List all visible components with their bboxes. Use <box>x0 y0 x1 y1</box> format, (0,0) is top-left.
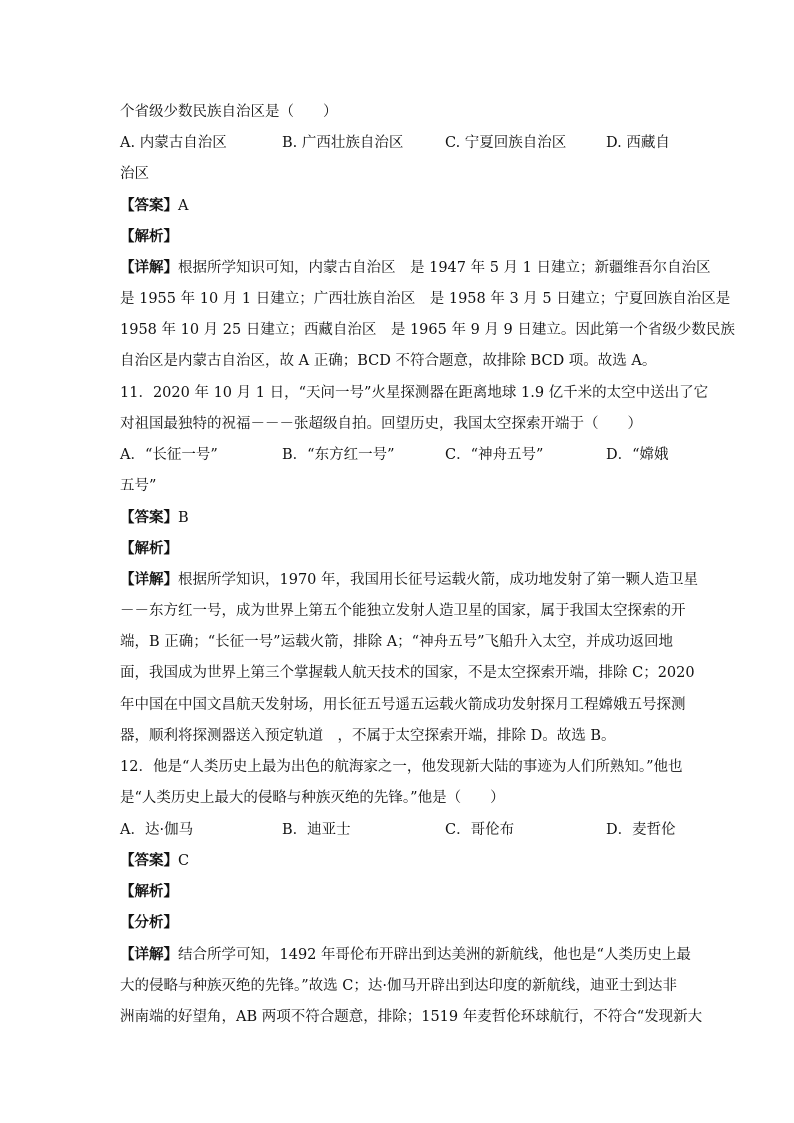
q10-option-a: A. 内蒙古自治区 <box>120 135 227 151</box>
detail-tag: 【详解】 <box>120 946 178 963</box>
q11-detail-line-6: 器，顺利将探测器送入预定轨道 ，不属于太空探索开端，排除 D。故选 B。 <box>120 728 616 744</box>
q10-detail-line-3: 1958 年 10 月 25 日建立；西藏自治区 是 1965 年 9 月 9 日建立。因此第一个省级少数民族 <box>120 322 735 338</box>
answer-tag: 【答案】 <box>120 509 178 526</box>
answer-tag: 【答案】 <box>120 852 178 869</box>
answer-value: C <box>178 853 190 869</box>
q11-analysis-tag: 【解析】 <box>120 540 178 557</box>
q11-stem-line-1: 11．2020 年 10 月 1 日，“天问一号”火星探测器在距离地球 1.9 亿千米的太空中送出了它 <box>120 385 709 401</box>
q12-fenxi-tag: 【分析】 <box>120 914 178 931</box>
detail-text: 结合所学可知，1492 年哥伦布开辟出到达美洲的新航线，他也是“人类历史上最 <box>178 947 691 963</box>
q11-detail-line-4: 面，我国成为世界上第三个掌握载人航天技术的国家，不是太空探索开端，排除 C；2020 <box>120 665 695 681</box>
q11-detail-line-2: －－东方红一号，成为世界上第五个能独立发射人造卫星的国家，属于我国太空探索的开 <box>120 603 686 619</box>
q12-stem-line-1: 12．他是“人类历史上最为出色的航海家之一，他发现新大陆的事迹为人们所熟知。”他也 <box>120 759 683 775</box>
q11-detail-line-3: 端，B 正确；“长征一号”运载火箭，排除 A；“神舟五号”飞船升入太空，并成功返回地 <box>120 634 673 650</box>
q11-detail-line-1 <box>120 570 698 590</box>
q10-option-d: D. 西藏自 <box>606 135 670 151</box>
q11-stem-line-2: 对祖国最独特的祝福－－－张超级自拍。回望历史，我国太空探索开端于（ ） <box>120 416 642 432</box>
q10-analysis-tag: 【解析】 <box>120 228 178 245</box>
q10-detail-line-1 <box>120 258 711 278</box>
q12-stem-line-2: 是“人类历史上最大的侵略与种族灭绝的先锋。”他是（ ） <box>120 790 505 806</box>
q11-answer <box>120 508 189 528</box>
q12-analysis-tag: 【解析】 <box>120 883 178 900</box>
q12-detail-line-2: 大的侵略与种族灭绝的先锋。”故选 C；达·伽马开辟出到达印度的新航线，迪亚士到达非 <box>120 978 677 994</box>
detail-tag: 【详解】 <box>120 259 178 276</box>
q10-answer <box>120 196 188 216</box>
q11-option-c: C．“神舟五号” <box>445 447 544 463</box>
answer-value: B <box>178 510 189 526</box>
answer-tag: 【答案】 <box>120 197 178 214</box>
q12-detail-line-1 <box>120 945 691 965</box>
q11-option-d: D．“嫦娥 <box>606 447 669 463</box>
q12-detail-line-3: 洲南端的好望角，AB 两项不符合题意，排除；1519 年麦哲伦环球航行，不符合“发现新大 <box>120 1009 703 1025</box>
q12-option-a: A．达·伽马 <box>120 822 194 838</box>
q10-option-b: B. 广西壮族自治区 <box>282 135 404 151</box>
q11-option-b: B．“东方红一号” <box>282 447 395 463</box>
q10-detail-line-2: 是 1955 年 10 月 1 日建立；广西壮族自治区 是 1958 年 3 月 5 日建立；宁夏回族自治区是 <box>120 291 731 307</box>
q10-option-c: C. 宁夏回族自治区 <box>445 135 567 151</box>
detail-text: 根据所学知识可知，内蒙古自治区 是 1947 年 5 月 1 日建立；新疆维吾尔自治区 <box>178 260 711 276</box>
q10-detail-line-4: 自治区是内蒙古自治区，故 A 正确；BCD 不符合题意，故排除 BCD 项。故选 A。 <box>120 353 657 369</box>
q12-answer <box>120 851 189 871</box>
q10-stem-tail: 个省级少数民族自治区是（ ） <box>120 104 338 120</box>
q11-detail-line-5: 年中国在中国文昌航天发射场，用长征五号遥五运载火箭成功发射探月工程嫦娥五号探测 <box>120 697 686 713</box>
detail-tag: 【详解】 <box>120 571 178 588</box>
q11-option-d-wrap: 五号” <box>120 478 157 494</box>
q12-option-c: C．哥伦布 <box>445 822 515 838</box>
detail-text: 根据所学知识，1970 年，我国用长征号运载火箭，成功地发射了第一颗人造卫星 <box>178 572 699 588</box>
q12-option-d: D．麦哲伦 <box>606 822 676 838</box>
q12-option-b: B．迪亚士 <box>282 822 351 838</box>
answer-value: A <box>178 198 189 214</box>
q11-option-a: A．“长征一号” <box>120 447 218 463</box>
q10-option-d-wrap: 治区 <box>120 166 149 182</box>
